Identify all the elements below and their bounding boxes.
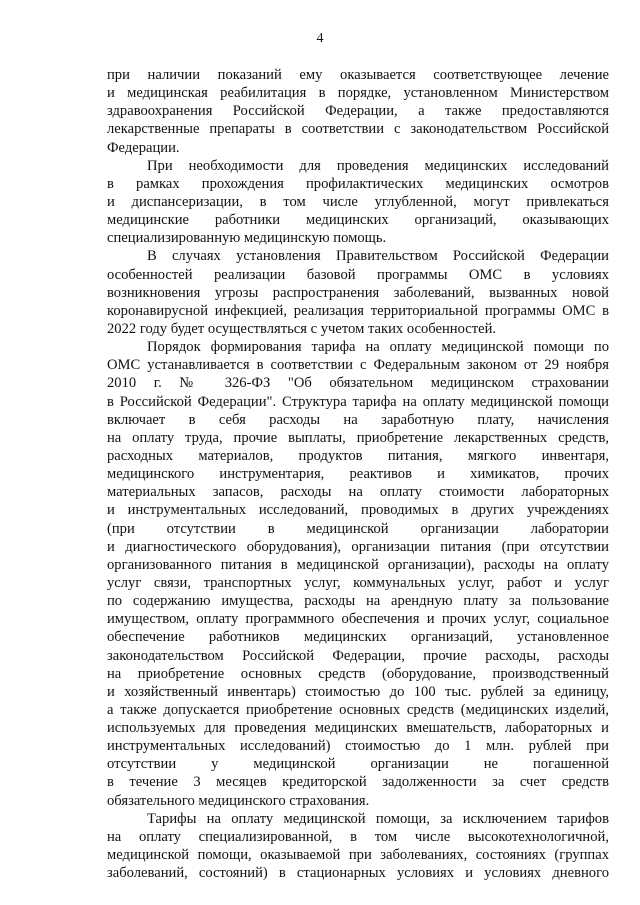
text-line: Федерации. <box>107 139 180 156</box>
text-line: здравоохранения Российской Федерации, а также предоставляются <box>107 103 609 120</box>
text-line: заболеваний, состояний) в стационарных условиях и условиях дневного <box>107 865 609 882</box>
text-line: В случаях установления Правительством Российской Федерации <box>147 248 609 265</box>
text-line: инструментальных исследований) стоимостью до 1 млн. рублей при <box>107 738 609 755</box>
text-line: и диагностического оборудования), организации питания (при отсутствии <box>107 538 609 555</box>
text-line: включает в себя расходы на заработную плату, начисления <box>107 411 609 428</box>
text-line: Тарифы на оплату медицинской помощи, за исключением тарифов <box>147 810 609 827</box>
text-line: При необходимости для проведения медицинских исследований <box>147 157 609 174</box>
text-line: лекарственные препараты в соответствии с законодательством Российской <box>107 121 609 138</box>
text-line: а также допускается приобретение основных средств (медицинских изделий, <box>107 701 609 718</box>
text-line: Порядок формирования тарифа на оплату медицинской помощи по <box>147 339 609 356</box>
text-line: ОМС устанавливается в соответствии с Федеральным законом от 29 ноября <box>107 357 609 374</box>
paragraph <box>107 157 609 248</box>
text-line: возникновения угрозы распространения заболеваний, вызванных новой <box>107 284 609 301</box>
text-line: материальных запасов, расходы на оплату стоимости лабораторных <box>107 484 609 501</box>
text-line: 2010 г. № 326-ФЗ "Об обязательном медицинском страховании <box>107 375 609 392</box>
text-line: медицинского инструментария, реактивов и химикатов, прочих <box>107 466 609 483</box>
text-line: услуг связи, транспортных услуг, коммунальных услуг, работ и услуг <box>107 574 609 591</box>
text-line: и медицинская реабилитация в порядке, установленном Министерством <box>107 85 609 102</box>
paragraph <box>107 66 609 157</box>
document-body <box>107 66 609 882</box>
text-line: обеспечение работников медицинских организаций, установленное <box>107 629 609 646</box>
text-line: коронавирусной инфекцией, реализация территориальной программы ОМС в <box>107 302 609 319</box>
text-line: используемых для проведения медицинских вмешательств, лабораторных и <box>107 720 609 737</box>
text-line: в рамках прохождения профилактических медицинских осмотров <box>107 175 609 192</box>
text-line: и хозяйственный инвентарь) стоимостью до 100 тыс. рублей за единицу, <box>107 683 609 700</box>
text-line: медицинской помощи, оказываемой при заболеваниях, состояниях (группах <box>107 847 609 864</box>
text-line: и инструментальных исследований, проводимых в других учреждениях <box>107 502 609 519</box>
text-line: расходных материалов, продуктов питания, мягкого инвентаря, <box>107 447 609 464</box>
text-line: при наличии показаний ему оказывается соответствующее лечение <box>107 67 609 83</box>
text-line: отсутствии у медицинской организации не погашенной <box>107 756 609 773</box>
text-line: имуществом, оплату программного обеспечения и прочих услуг, социальное <box>107 611 609 628</box>
text-line: по содержанию имущества, расходы на арендную плату за пользование <box>107 593 609 610</box>
text-line: законодательством Российской Федерации, прочие расходы, расходы <box>107 647 609 664</box>
text-line: и диспансеризации, в том числе углубленной, могут привлекаться <box>107 193 609 210</box>
paragraph <box>107 810 609 883</box>
text-line: (при отсутствии в медицинской организации лаборатории <box>107 520 609 537</box>
text-line: специализированную медицинскую помощь. <box>107 230 387 247</box>
text-line: особенностей реализации базовой программы ОМС в условиях <box>107 266 609 283</box>
page-number: 4 <box>316 31 324 46</box>
text-line: на оплату труда, прочие выплаты, приобретение лекарственных средств, <box>107 429 609 446</box>
text-line: на приобретение основных средств (оборудование, производственный <box>107 665 609 682</box>
paragraph <box>107 338 609 810</box>
text-line: на оплату специализированной, в том числе высокотехнологичной, <box>107 828 609 845</box>
text-line: медицинские работники медицинских организаций, оказывающих <box>107 212 609 229</box>
text-line: организованного питания в медицинской организации), расходы на оплату <box>107 556 609 573</box>
text-line: в Российской Федерации". Структура тарифа на оплату медицинской помощи <box>107 393 609 410</box>
paragraph <box>107 247 609 338</box>
text-line: в течение 3 месяцев кредиторской задолженности за счет средств <box>107 774 609 791</box>
text-line: обязательного медицинского страхования. <box>107 792 370 809</box>
text-line: 2022 году будет осуществляться с учетом таких особенностей. <box>107 320 497 337</box>
